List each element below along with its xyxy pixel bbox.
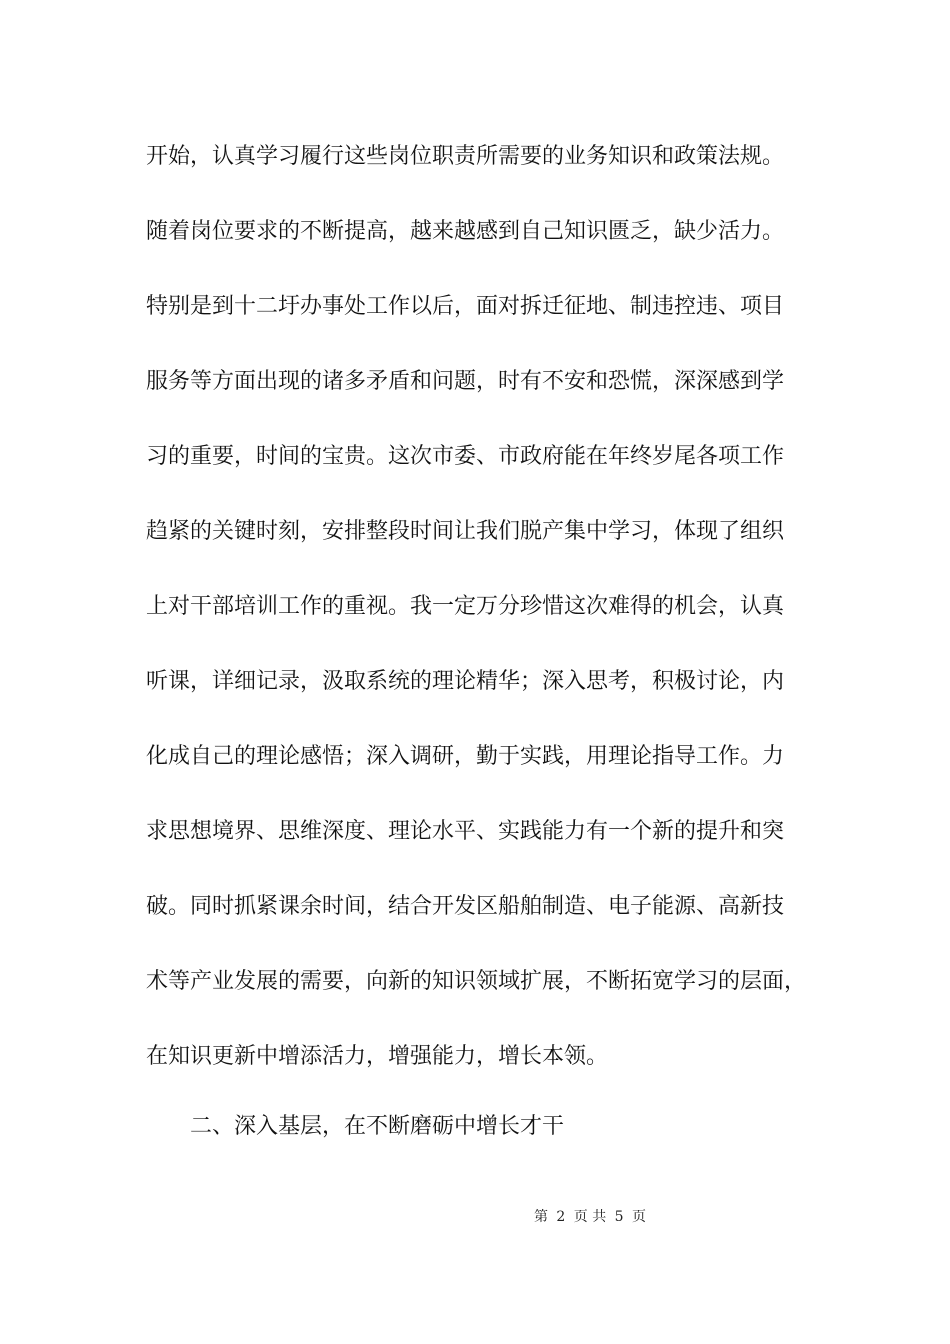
current-page-number: 2 — [556, 1209, 566, 1225]
text-line-3: 特别是到十二圩办事处工作以后，面对拆迁征地、制违控违、项目 — [146, 294, 785, 319]
total-pages-number: 5 — [614, 1209, 624, 1225]
body-paragraph — [146, 130, 836, 1105]
text-line-10: 求思想境界、思维深度、理论水平、实践能力有一个新的提升和突 — [146, 819, 785, 844]
text-line-13: 在知识更新中增添活力，增强能力，增长本领。 — [146, 1044, 609, 1069]
text-line-11: 破。同时抓紧课余时间，结合开发区船舶制造、电子能源、高新技 — [146, 894, 785, 919]
page-label-mid: 页 共 — [573, 1209, 607, 1225]
text-line-1: 开始，认真学习履行这些岗位职责所需要的业务知识和政策法规。 — [146, 144, 785, 169]
text-line-6: 趋紧的关键时刻，安排整段时间让我们脱产集中学习，体现了组织 — [146, 519, 785, 544]
text-line-9: 化成自己的理论感悟；深入调研，勤于实践，用理论指导工作。力 — [146, 744, 785, 769]
text-line-12: 术等产业发展的需要，向新的知识领域扩展，不断拓宽学习的层面， — [146, 969, 807, 994]
text-line-2: 随着岗位要求的不断提高，越来越感到自己知识匮乏，缺少活力。 — [146, 219, 785, 244]
text-line-7: 上对干部培训工作的重视。我一定万分珍惜这次难得的机会，认真 — [146, 594, 785, 619]
page-label-prefix: 第 — [533, 1209, 548, 1225]
text-line-4: 服务等方面出现的诸多矛盾和问题，时有不安和恐慌，深深感到学 — [146, 369, 785, 394]
text-line-5: 习的重要，时间的宝贵。这次市委、市政府能在年终岁尾各项工作 — [146, 444, 785, 469]
section-heading: 二、深入基层，在不断磨砺中增长才干 — [190, 1114, 565, 1139]
page-footer — [0, 1206, 950, 1226]
page-label-suffix: 页 — [632, 1209, 647, 1225]
text-line-8: 听课，详细记录，汲取系统的理论精华；深入思考，积极讨论，内 — [146, 669, 785, 694]
